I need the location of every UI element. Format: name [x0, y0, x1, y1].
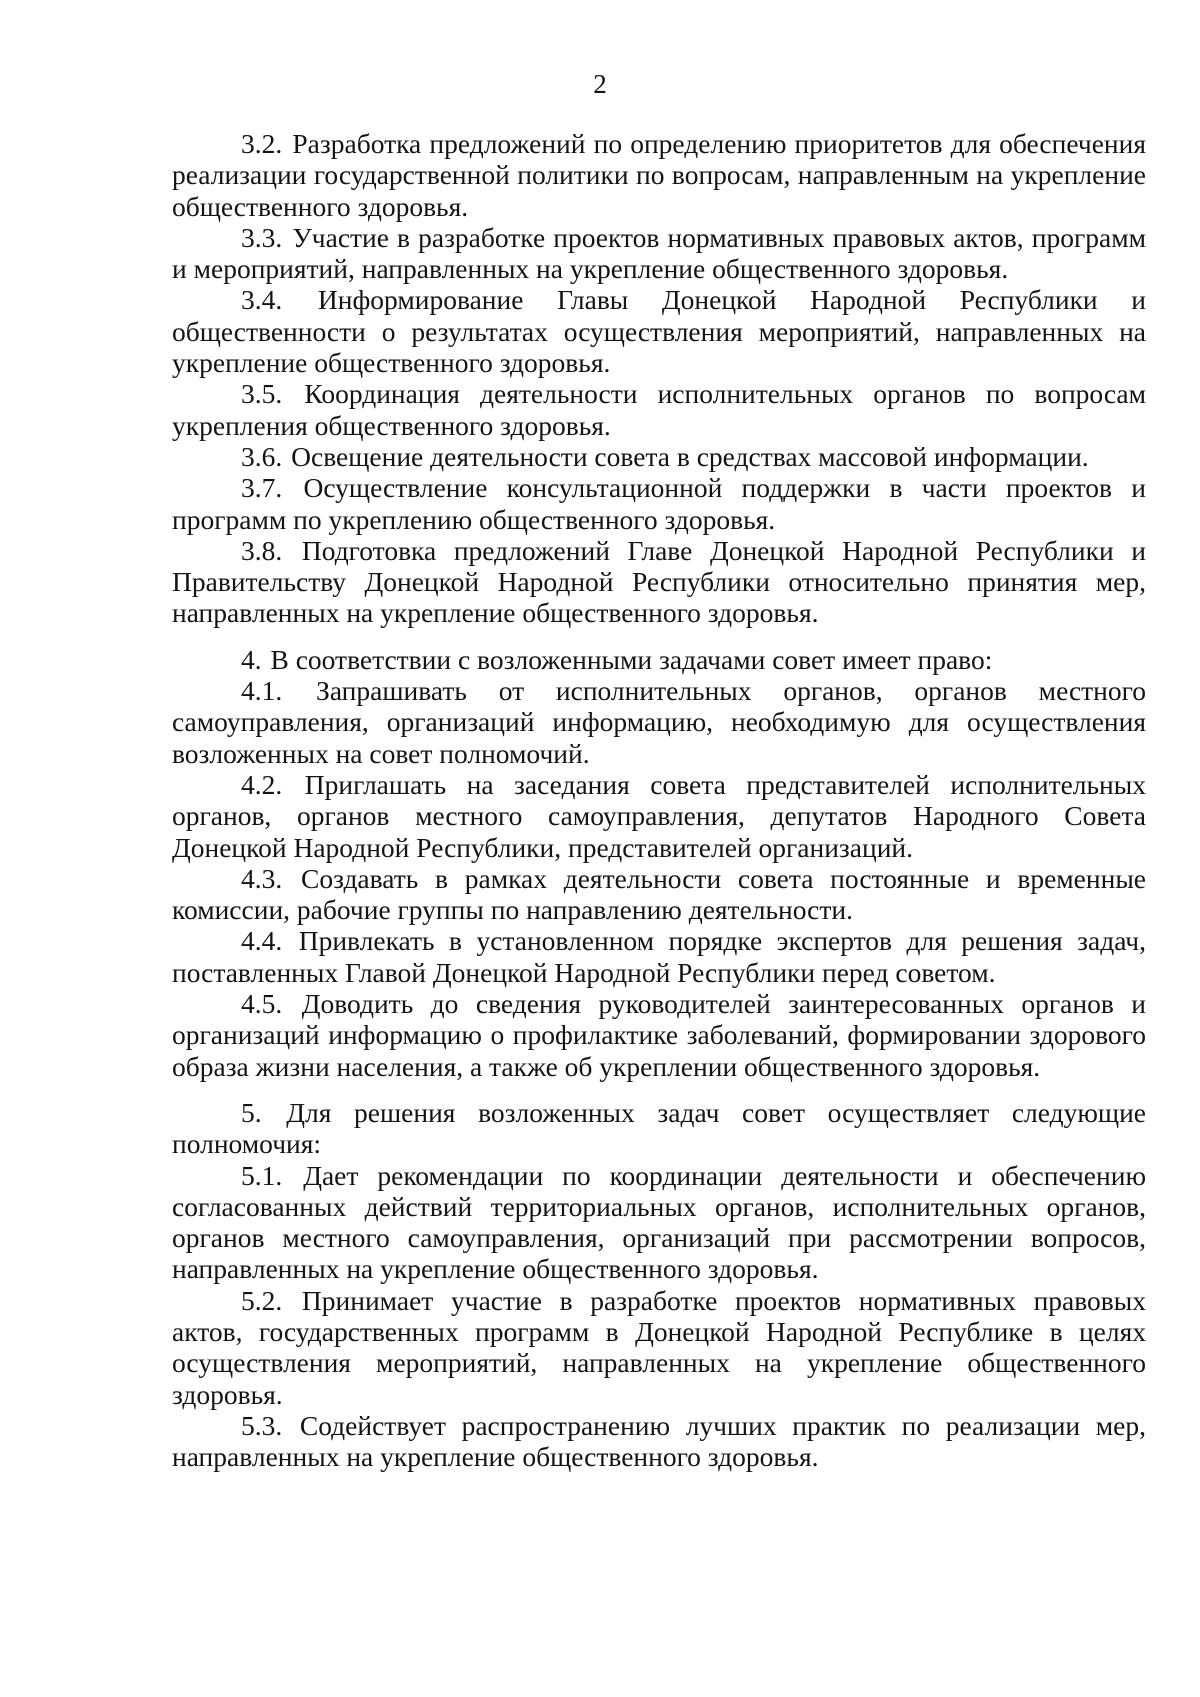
paragraph-5-1	[172, 1160, 1146, 1285]
paragraph-text: Координация деятельности исполнительных органов по вопросам укрепления общественного здоровья.	[172, 378, 1146, 441]
paragraph-text: Подготовка предложений Главе Донецкой Народной Республики и Правительству Донецкой Народной Республики относительно принятия мер, направленных на укрепление общественного здоровья.	[172, 534, 1147, 629]
paragraph-4-3	[172, 863, 1146, 926]
paragraph-4-2	[172, 769, 1146, 863]
paragraph-text: Привлекать в установленном порядке экспертов для решения задач, поставленных Главой Донецкой Народной Республики перед советом.	[172, 925, 1147, 988]
paragraph-4-1	[172, 675, 1146, 769]
paragraph-3-3	[172, 222, 1146, 285]
paragraph-text: Для решения возложенных задач совет осуществляет следующие полномочия:	[172, 1096, 1146, 1160]
paragraph-text: Содействует распространению лучших практик по реализации мер, направленных на укрепление общественного здоровья.	[172, 1409, 1146, 1473]
paragraph-number: 3.3.	[241, 221, 283, 253]
paragraph-3-6	[172, 441, 1146, 472]
paragraph-number: 4.4.	[241, 925, 283, 957]
document-body	[172, 128, 1146, 1472]
paragraph-text: Дает рекомендации по координации деятельности и обеспечению согласованных действий территориальных органов, исполнительных органов, органов местного самоуправления, организаций при рассмотрении вопросов, направленных на укрепление общественного здоровья.	[172, 1159, 1146, 1285]
paragraph-text: Приглашать на заседания совета представителей исполнительных органов, органов местного самоуправления, депутатов Народного Совета Донецкой Народной Республики, представителей организаций.	[172, 768, 1147, 863]
paragraph-number: 3.2.	[241, 128, 283, 159]
paragraph-4-5	[172, 988, 1146, 1082]
paragraph-text: Создавать в рамках деятельности совета постоянные и временные комиссии, рабочие группы по направлению деятельности.	[172, 862, 1147, 926]
paragraph-text: Участие в разработке проектов нормативных правовых актов, программ и мероприятий, направленных на укрепление общественного здоровья.	[172, 221, 1146, 285]
paragraph-text: Запрашивать от исполнительных органов, органов местного самоуправления, организаций информацию, необходимую для осуществления возложенных на совет полномочий.	[172, 675, 1146, 769]
page-number: 2	[593, 69, 607, 99]
paragraph-5	[172, 1097, 1146, 1160]
paragraph-number: 5.	[241, 1096, 262, 1128]
paragraph-number: 4.	[241, 643, 262, 675]
paragraph-number: 3.4.	[241, 284, 283, 316]
paragraph-number: 5.2.	[241, 1284, 283, 1316]
paragraph-text: Доводить до сведения руководителей заинтересованных органов и организаций информацию о профилактике заболеваний, формировании здорового образа жизни населения, а также об укреплении общественного здоровья.	[172, 988, 1146, 1082]
paragraph-number: 4.5.	[241, 988, 283, 1020]
paragraph-number: 3.6.	[241, 440, 283, 472]
paragraph-4-4	[172, 925, 1146, 988]
paragraph-number: 4.3.	[241, 862, 283, 894]
paragraph-text: Осуществление консультационной поддержки в части проектов и программ по укреплению общественного здоровья.	[172, 472, 1146, 535]
paragraph-number: 4.1.	[241, 675, 283, 707]
paragraph-text: Освещение деятельности совета в средствах массовой информации.	[291, 440, 1089, 472]
paragraph-number: 4.2.	[241, 768, 283, 800]
paragraph-text: Разработка предложений по определению приоритетов для обеспечения реализации государственной политики по вопросам, направленным на укрепление общественного здоровья.	[172, 128, 1146, 222]
paragraph-text: В соответствии с возложенными задачами совет имеет право:	[270, 643, 993, 675]
paragraph-3-4	[172, 284, 1146, 378]
paragraph-5-2	[172, 1285, 1146, 1410]
paragraph-3-5	[172, 378, 1146, 441]
paragraph-4	[172, 644, 1146, 675]
paragraph-text: Информирование Главы Донецкой Народной Республики и общественности о результатах осуществления мероприятий, направленных на укрепление общественного здоровья.	[172, 284, 1146, 379]
paragraph-3-2	[172, 128, 1146, 222]
paragraph-number: 3.5.	[241, 378, 283, 410]
paragraph-number: 3.7.	[241, 472, 283, 504]
paragraph-3-7	[172, 472, 1146, 535]
paragraph-number: 3.8.	[241, 534, 283, 566]
paragraph-number: 5.1.	[241, 1159, 283, 1191]
paragraph-5-3	[172, 1410, 1146, 1473]
paragraph-3-8	[172, 535, 1146, 629]
paragraph-text: Принимает участие в разработке проектов нормативных правовых актов, государственных программ в Донецкой Народной Республике в целях осуществления мероприятий, направленных на укрепление общественного здоровья.	[172, 1284, 1147, 1410]
paragraph-number: 5.3.	[241, 1409, 283, 1441]
